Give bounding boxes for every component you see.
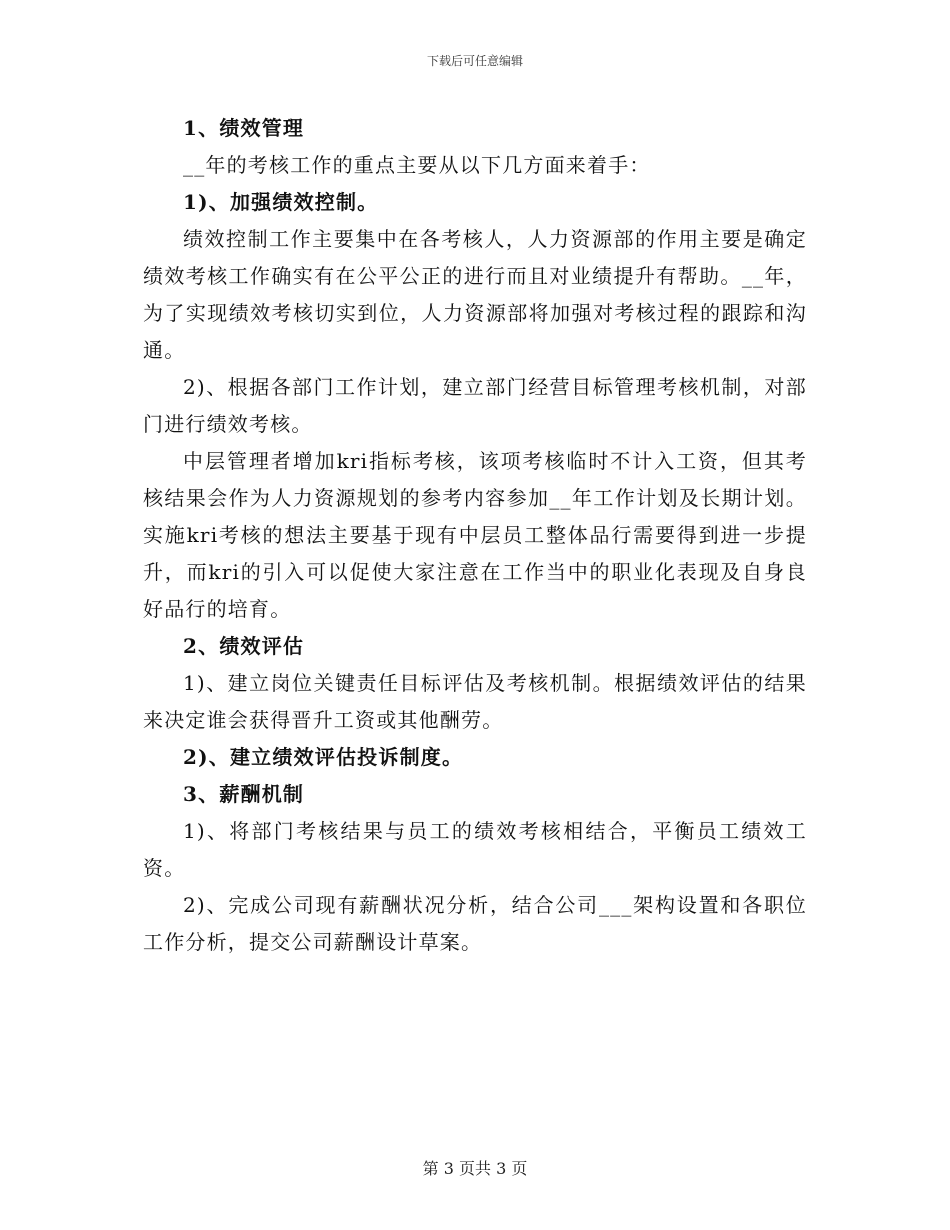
page-header: 下载后可任意编辑 xyxy=(426,54,523,68)
section-heading-performance-management: 1、绩效管理 xyxy=(183,116,305,140)
paragraph-intro: __年的考核工作的重点主要从以下几方面来着手： xyxy=(183,153,651,177)
paragraph-kri-assessment: 中层管理者增加kri指标考核，该项考核临时不计入工资，但其考核结果会作为人力资源规划的参考内容参加__年工作计划及长期计划。实施kri考核的想法主要基于现有中层员工整体品行需要得到进一步提升，而kri的引入可以促使大家注意在工作当中的职业化表现及自身良好品行的培育。 xyxy=(143,449,807,621)
section-heading-compensation: 3、薪酬机制 xyxy=(183,782,305,806)
subheading-performance-control: 1)、加强绩效控制。 xyxy=(183,190,379,214)
paragraph-compensation-balance: 1)、将部门考核结果与员工的绩效考核相结合，平衡员工绩效工资。 xyxy=(143,819,807,880)
paragraph-compensation-analysis: 2)、完成公司现有薪酬状况分析，结合公司___架构设置和各职位工作分析，提交公司薪酬设计草案。 xyxy=(143,893,807,954)
page-footer: 第 3 页共 3 页 xyxy=(422,1159,528,1178)
subheading-complaint-system: 2)、建立绩效评估投诉制度。 xyxy=(183,745,464,769)
paragraph-evaluation-mechanism: 1)、建立岗位关键责任目标评估及考核机制。根据绩效评估的结果来决定谁会获得晋升工资或其他酬劳。 xyxy=(143,671,807,732)
document-body xyxy=(143,110,807,961)
section-heading-performance-evaluation: 2、绩效评估 xyxy=(183,634,305,658)
paragraph-department-assessment: 2)、根据各部门工作计划，建立部门经营目标管理考核机制，对部门进行绩效考核。 xyxy=(143,375,807,436)
paragraph-performance-control: 绩效控制工作主要集中在各考核人，人力资源部的作用主要是确定绩效考核工作确实有在公平公正的进行而且对业绩提升有帮助。__年，为了实现绩效考核切实到位，人力资源部将加强对考核过程的跟踪和沟通。 xyxy=(143,227,807,362)
